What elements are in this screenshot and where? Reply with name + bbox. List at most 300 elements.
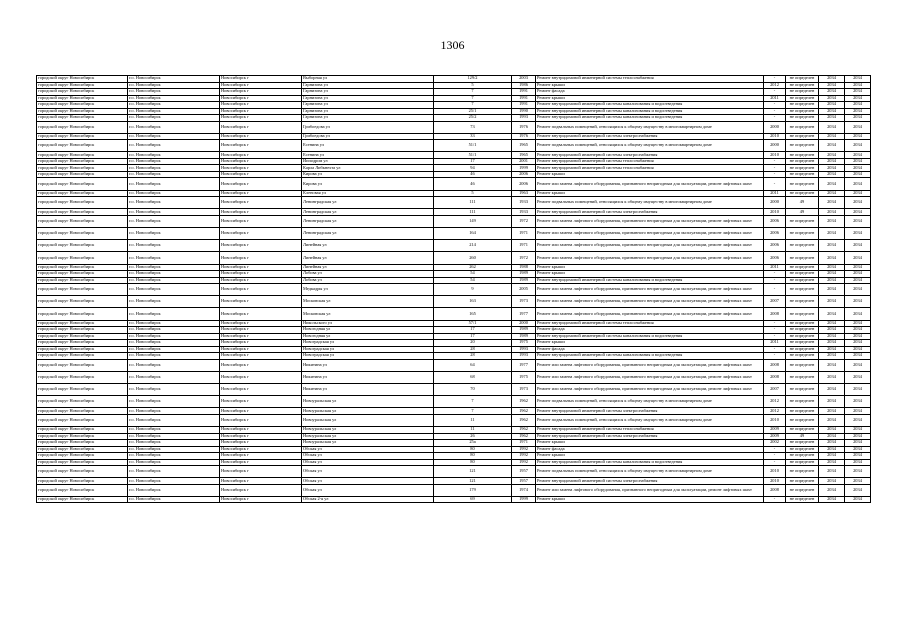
municipality-cell: г.о. Новосибирск <box>128 408 220 415</box>
last-repair-cell: 2008 <box>764 308 786 320</box>
house-cell: 9 <box>434 284 512 296</box>
plan-start-cell: 2034 <box>819 284 845 296</box>
plan-end-cell: 2034 <box>845 165 871 172</box>
district-cell: городской округ Новосибирск <box>37 371 128 383</box>
plan-start-cell: 2034 <box>819 227 845 239</box>
last-repair-cell: 2010 <box>764 209 786 216</box>
municipality-cell: г.о. Новосибирск <box>128 359 220 371</box>
plan-start-cell: 2034 <box>819 190 845 197</box>
last-repair-cell: 2010 <box>764 466 786 478</box>
locality-cell: Новосибирск г <box>220 396 302 408</box>
plan-end-cell: 2034 <box>845 190 871 197</box>
last-repair-cell: 2010 <box>764 414 786 426</box>
last-repair-cell: 2006 <box>764 227 786 239</box>
year-built-cell: 2003 <box>512 76 536 83</box>
plan-start-cell: 2034 <box>819 466 845 478</box>
work-type-cell: Ремонт внутридомовой инженерной системы электроснабжения <box>536 408 764 415</box>
district-cell: городской округ Новосибирск <box>37 240 128 252</box>
last-repair-cell: 2000 <box>764 197 786 209</box>
municipality-cell: г.о. Новосибирск <box>128 308 220 320</box>
house-cell: 7 <box>434 95 512 102</box>
year-built-cell: 1988 <box>512 264 536 271</box>
municipality-cell: г.о. Новосибирск <box>128 320 220 327</box>
year-built-cell: 2001 <box>512 158 536 165</box>
wear-cell: не определен <box>786 496 819 503</box>
house-cell: 46 <box>434 178 512 190</box>
plan-start-cell: 2034 <box>819 178 845 190</box>
plan-end-cell: 2034 <box>845 158 871 165</box>
district-cell: городской округ Новосибирск <box>37 446 128 453</box>
table-row <box>37 396 871 408</box>
year-built-cell: 2000 <box>512 320 536 327</box>
locality-cell: Новосибирск г <box>220 459 302 466</box>
plan-start-cell: 2034 <box>819 252 845 264</box>
district-cell: городской округ Новосибирск <box>37 158 128 165</box>
plan-end-cell: 2034 <box>845 484 871 496</box>
district-cell: городской округ Новосибирск <box>37 227 128 239</box>
plan-start-cell: 2034 <box>819 271 845 278</box>
municipality-cell: г.о. Новосибирск <box>128 102 220 109</box>
municipality-cell: г.о. Новосибирск <box>128 108 220 115</box>
street-cell: Московская ул <box>302 296 434 308</box>
locality-cell: Новосибирск г <box>220 284 302 296</box>
plan-end-cell: 2034 <box>845 82 871 89</box>
plan-start-cell: 2034 <box>819 209 845 216</box>
plan-start-cell: 2034 <box>819 320 845 327</box>
municipality-cell: г.о. Новосибирск <box>128 240 220 252</box>
locality-cell: Новосибирск г <box>220 140 302 152</box>
table-row <box>37 252 871 264</box>
district-cell: городской округ Новосибирск <box>37 320 128 327</box>
plan-end-cell: 2034 <box>845 115 871 122</box>
house-cell: 121 <box>434 478 512 485</box>
house-cell: 25а <box>434 440 512 447</box>
locality-cell: Новосибирск г <box>220 296 302 308</box>
district-cell: городской округ Новосибирск <box>37 433 128 440</box>
last-repair-cell: 2011 <box>764 190 786 197</box>
wear-cell: 49 <box>786 433 819 440</box>
district-cell: городской округ Новосибирск <box>37 277 128 284</box>
district-cell: городской округ Новосибирск <box>37 359 128 371</box>
wear-cell: не определен <box>786 95 819 102</box>
wear-cell: не определен <box>786 240 819 252</box>
wear-cell: не определен <box>786 327 819 334</box>
wear-cell: не определен <box>786 277 819 284</box>
work-type-cell: Ремонт крыши <box>536 190 764 197</box>
wear-cell: не определен <box>786 76 819 83</box>
municipality-cell: г.о. Новосибирск <box>128 484 220 496</box>
district-cell: городской округ Новосибирск <box>37 296 128 308</box>
district-cell: городской округ Новосибирск <box>37 414 128 426</box>
last-repair-cell: 2006 <box>764 240 786 252</box>
district-cell: городской округ Новосибирск <box>37 427 128 434</box>
plan-end-cell: 2034 <box>845 346 871 353</box>
work-type-cell: Ремонт фасада <box>536 346 764 353</box>
wear-cell: не определен <box>786 227 819 239</box>
municipality-cell: г.о. Новосибирск <box>128 433 220 440</box>
locality-cell: Новосибирск г <box>220 440 302 447</box>
plan-end-cell: 2034 <box>845 178 871 190</box>
street-cell: Есенина ул <box>302 140 434 152</box>
plan-end-cell: 2034 <box>845 408 871 415</box>
work-type-cell: Ремонт крыши <box>536 271 764 278</box>
wear-cell: 49 <box>786 209 819 216</box>
district-cell: городской округ Новосибирск <box>37 165 128 172</box>
plan-start-cell: 2034 <box>819 215 845 227</box>
page-number: 1306 <box>440 38 465 52</box>
plan-end-cell: 2034 <box>845 89 871 96</box>
locality-cell: Новосибирск г <box>220 158 302 165</box>
wear-cell: не определен <box>786 466 819 478</box>
wear-cell: не определен <box>786 121 819 133</box>
work-type-cell: Ремонт внутридомовой инженерной системы электроснабжения <box>536 133 764 140</box>
street-cell: Ипподром ул <box>302 158 434 165</box>
district-cell: городской округ Новосибирск <box>37 333 128 340</box>
plan-start-cell: 2034 <box>819 453 845 460</box>
last-repair-cell: - <box>764 353 786 360</box>
last-repair-cell: 2011 <box>764 95 786 102</box>
street-cell: Обская ул <box>302 484 434 496</box>
wear-cell: не определен <box>786 140 819 152</box>
street-cell: Ленинградская ул <box>302 215 434 227</box>
district-cell: городской округ Новосибирск <box>37 115 128 122</box>
table-row <box>37 414 871 426</box>
wear-cell: не определен <box>786 308 819 320</box>
year-built-cell: 1989 <box>512 333 536 340</box>
locality-cell: Новосибирск г <box>220 76 302 83</box>
district-cell: городской округ Новосибирск <box>37 408 128 415</box>
last-repair-cell: 2007 <box>764 296 786 308</box>
wear-cell: не определен <box>786 296 819 308</box>
street-cell: Линейная ул <box>302 252 434 264</box>
plan-end-cell: 2034 <box>845 284 871 296</box>
table-row <box>37 121 871 133</box>
wear-cell: не определен <box>786 252 819 264</box>
plan-end-cell: 2034 <box>845 446 871 453</box>
plan-end-cell: 2034 <box>845 152 871 159</box>
house-cell: 164 <box>434 227 512 239</box>
work-type-cell: Ремонт или замена лифтового оборудования, признанного непригодным для эксплуатации, ремонт лифтовых шахт <box>536 371 764 383</box>
locality-cell: Новосибирск г <box>220 209 302 216</box>
wear-cell: не определен <box>786 340 819 347</box>
plan-end-cell: 2034 <box>845 353 871 360</box>
street-cell: Ленинградская ул <box>302 209 434 216</box>
year-built-cell: 1993 <box>512 115 536 122</box>
locality-cell: Новосибирск г <box>220 340 302 347</box>
year-built-cell: 1992 <box>512 453 536 460</box>
district-cell: городской округ Новосибирск <box>37 252 128 264</box>
locality-cell: Новосибирск г <box>220 89 302 96</box>
plan-start-cell: 2034 <box>819 353 845 360</box>
municipality-cell: г.о. Новосибирск <box>128 227 220 239</box>
street-cell: Никитина ул <box>302 371 434 383</box>
district-cell: городской округ Новосибирск <box>37 209 128 216</box>
year-built-cell: 1974 <box>512 484 536 496</box>
wear-cell: не определен <box>786 320 819 327</box>
plan-start-cell: 2034 <box>819 89 845 96</box>
last-repair-cell: 2008 <box>764 371 786 383</box>
locality-cell: Новосибирск г <box>220 264 302 271</box>
district-cell: городской округ Новосибирск <box>37 346 128 353</box>
year-built-cell: 1971 <box>512 240 536 252</box>
year-built-cell: 1976 <box>512 133 536 140</box>
municipality-cell: г.о. Новосибирск <box>128 277 220 284</box>
street-cell: Гарнизона ул <box>302 115 434 122</box>
locality-cell: Новосибирск г <box>220 82 302 89</box>
locality-cell: Новосибирск г <box>220 197 302 209</box>
plan-start-cell: 2034 <box>819 433 845 440</box>
work-type-cell: Ремонт фасада <box>536 327 764 334</box>
plan-start-cell: 2034 <box>819 76 845 83</box>
house-cell: 165 <box>434 308 512 320</box>
work-type-cell: Ремонт внутридомовой инженерной системы канализования и водоотведения <box>536 459 764 466</box>
year-built-cell: 1993 <box>512 353 536 360</box>
district-cell: городской округ Новосибирск <box>37 484 128 496</box>
plan-start-cell: 2034 <box>819 427 845 434</box>
table-row <box>37 197 871 209</box>
plan-end-cell: 2034 <box>845 396 871 408</box>
district-cell: городской округ Новосибирск <box>37 396 128 408</box>
work-type-cell: Ремонт крыши <box>536 340 764 347</box>
municipality-cell: г.о. Новосибирск <box>128 158 220 165</box>
street-cell: Гарнизона ул <box>302 82 434 89</box>
house-cell: 5 <box>434 190 512 197</box>
house-cell: 25/2 <box>434 115 512 122</box>
last-repair-cell: - <box>764 89 786 96</box>
street-cell: Новоуральская ул <box>302 427 434 434</box>
municipality-cell: г.о. Новосибирск <box>128 264 220 271</box>
table-row <box>37 240 871 252</box>
locality-cell: Новосибирск г <box>220 308 302 320</box>
locality-cell: Новосибирск г <box>220 453 302 460</box>
last-repair-cell: 2012 <box>764 408 786 415</box>
plan-end-cell: 2034 <box>845 171 871 178</box>
last-repair-cell: - <box>764 346 786 353</box>
year-built-cell: 1971 <box>512 440 536 447</box>
plan-start-cell: 2034 <box>819 296 845 308</box>
locality-cell: Новосибирск г <box>220 408 302 415</box>
work-type-cell: Ремонт крыши <box>536 453 764 460</box>
municipality-cell: г.о. Новосибирск <box>128 383 220 395</box>
table-row <box>37 359 871 371</box>
plan-end-cell: 2034 <box>845 308 871 320</box>
house-cell: 20 <box>434 340 512 347</box>
work-type-cell: Ремонт внутридомовой инженерной системы теплоснабжения <box>536 427 764 434</box>
plan-start-cell: 2034 <box>819 102 845 109</box>
year-built-cell: 1977 <box>512 308 536 320</box>
last-repair-cell: 2002 <box>764 440 786 447</box>
locality-cell: Новосибирск г <box>220 466 302 478</box>
year-built-cell: 1999 <box>512 496 536 503</box>
year-built-cell: 2005 <box>512 284 536 296</box>
year-built-cell: 1977 <box>512 359 536 371</box>
work-type-cell: Ремонт внутридомовой инженерной системы канализования и водоотведения <box>536 333 764 340</box>
district-cell: городской округ Новосибирск <box>37 178 128 190</box>
year-built-cell: 1992 <box>512 459 536 466</box>
house-cell: 262 <box>434 264 512 271</box>
work-type-cell: Ремонт крыши <box>536 440 764 447</box>
district-cell: городской округ Новосибирск <box>37 215 128 227</box>
plan-start-cell: 2034 <box>819 408 845 415</box>
street-cell: Грибоедова ул <box>302 121 434 133</box>
district-cell: городской округ Новосибирск <box>37 271 128 278</box>
work-type-cell: Ремонт внутридомовой инженерной системы теплоснабжения <box>536 76 764 83</box>
plan-start-cell: 2034 <box>819 340 845 347</box>
district-cell: городской округ Новосибирск <box>37 466 128 478</box>
locality-cell: Новосибирск г <box>220 165 302 172</box>
plan-end-cell: 2034 <box>845 277 871 284</box>
registry-table <box>36 75 871 503</box>
house-cell: 11 <box>434 427 512 434</box>
work-type-cell: Ремонт или замена лифтового оборудования, признанного непригодным для эксплуатации, ремонт лифтовых шахт <box>536 178 764 190</box>
wear-cell: не определен <box>786 359 819 371</box>
street-cell: Грибоедова ул <box>302 133 434 140</box>
plan-start-cell: 2034 <box>819 459 845 466</box>
wear-cell: не определен <box>786 333 819 340</box>
street-cell: Обская ул <box>302 459 434 466</box>
locality-cell: Новосибирск г <box>220 252 302 264</box>
municipality-cell: г.о. Новосибирск <box>128 440 220 447</box>
house-cell: 80 <box>434 446 512 453</box>
work-type-cell: Ремонт подвальных помещений, относящихся к общему имуществу в многоквартирном доме <box>536 466 764 478</box>
locality-cell: Новосибирск г <box>220 190 302 197</box>
table-row <box>37 227 871 239</box>
house-cell: 7 <box>434 89 512 96</box>
wear-cell: не определен <box>786 165 819 172</box>
year-built-cell: 1990 <box>512 108 536 115</box>
year-built-cell: 1999 <box>512 165 536 172</box>
wear-cell: не определен <box>786 408 819 415</box>
wear-cell: не определен <box>786 264 819 271</box>
municipality-cell: г.о. Новосибирск <box>128 340 220 347</box>
plan-end-cell: 2034 <box>845 466 871 478</box>
street-cell: Карла Либкнехта ул <box>302 165 434 172</box>
municipality-cell: г.о. Новосибирск <box>128 140 220 152</box>
plan-end-cell: 2034 <box>845 371 871 383</box>
plan-start-cell: 2034 <box>819 277 845 284</box>
locality-cell: Новосибирск г <box>220 346 302 353</box>
municipality-cell: г.о. Новосибирск <box>128 459 220 466</box>
last-repair-cell: 2012 <box>764 82 786 89</box>
wear-cell: не определен <box>786 171 819 178</box>
last-repair-cell: 2006 <box>764 215 786 227</box>
house-cell: 54 <box>434 277 512 284</box>
street-cell: Новоградская ул <box>302 353 434 360</box>
street-cell: Медкадры ул <box>302 284 434 296</box>
house-cell: 68 <box>434 371 512 383</box>
municipality-cell: г.о. Новосибирск <box>128 215 220 227</box>
wear-cell: не определен <box>786 82 819 89</box>
table-row <box>37 140 871 152</box>
plan-end-cell: 2034 <box>845 359 871 371</box>
last-repair-cell: 2007 <box>764 383 786 395</box>
municipality-cell: г.о. Новосибирск <box>128 296 220 308</box>
plan-end-cell: 2034 <box>845 333 871 340</box>
house-cell: 46 <box>434 171 512 178</box>
house-cell: 17 <box>434 158 512 165</box>
plan-end-cell: 2034 <box>845 240 871 252</box>
district-cell: городской округ Новосибирск <box>37 459 128 466</box>
plan-start-cell: 2034 <box>819 327 845 334</box>
street-cell: Новоуральская ул <box>302 440 434 447</box>
municipality-cell: г.о. Новосибирск <box>128 414 220 426</box>
year-built-cell: 1957 <box>512 466 536 478</box>
year-built-cell: 1991 <box>512 95 536 102</box>
wear-cell: не определен <box>786 396 819 408</box>
plan-end-cell: 2034 <box>845 102 871 109</box>
municipality-cell: г.о. Новосибирск <box>128 152 220 159</box>
house-cell: 7 <box>434 396 512 408</box>
house-cell: 64 <box>434 359 512 371</box>
house-cell: 149 <box>434 215 512 227</box>
locality-cell: Новосибирск г <box>220 133 302 140</box>
wear-cell: не определен <box>786 102 819 109</box>
wear-cell: не определен <box>786 414 819 426</box>
year-built-cell: 1992 <box>512 446 536 453</box>
street-cell: Лобова ул <box>302 277 434 284</box>
last-repair-cell: 2009 <box>764 427 786 434</box>
table-row <box>37 284 871 296</box>
wear-cell: не определен <box>786 346 819 353</box>
plan-end-cell: 2034 <box>845 414 871 426</box>
district-cell: городской округ Новосибирск <box>37 171 128 178</box>
year-built-cell: 1989 <box>512 277 536 284</box>
locality-cell: Новосибирск г <box>220 333 302 340</box>
house-cell: 69 <box>434 496 512 503</box>
wear-cell: не определен <box>786 427 819 434</box>
plan-end-cell: 2034 <box>845 459 871 466</box>
wear-cell: не определен <box>786 271 819 278</box>
wear-cell: не определен <box>786 108 819 115</box>
street-cell: Ленинградская ул <box>302 227 434 239</box>
locality-cell: Новосибирск г <box>220 121 302 133</box>
plan-end-cell: 2034 <box>845 271 871 278</box>
table-row <box>37 296 871 308</box>
house-cell: 7 <box>434 408 512 415</box>
last-repair-cell: 2011 <box>764 340 786 347</box>
plan-end-cell: 2034 <box>845 453 871 460</box>
municipality-cell: г.о. Новосибирск <box>128 478 220 485</box>
work-type-cell: Ремонт или замена лифтового оборудования, признанного непригодным для эксплуатации, ремонт лифтовых шахт <box>536 383 764 395</box>
work-type-cell: Ремонт внутридомовой инженерной системы теплоснабжения <box>536 158 764 165</box>
registry-rows <box>37 76 871 503</box>
last-repair-cell: - <box>764 459 786 466</box>
wear-cell: не определен <box>786 284 819 296</box>
plan-start-cell: 2034 <box>819 158 845 165</box>
year-built-cell: 1957 <box>512 478 536 485</box>
plan-end-cell: 2034 <box>845 340 871 347</box>
plan-end-cell: 2034 <box>845 140 871 152</box>
plan-start-cell: 2034 <box>819 414 845 426</box>
year-built-cell: 1986 <box>512 82 536 89</box>
municipality-cell: г.о. Новосибирск <box>128 252 220 264</box>
work-type-cell: Ремонт фасада <box>536 89 764 96</box>
street-cell: Гарнизона ул <box>302 102 434 109</box>
plan-end-cell: 2034 <box>845 227 871 239</box>
street-cell: Лобова ул <box>302 271 434 278</box>
municipality-cell: г.о. Новосибирск <box>128 115 220 122</box>
table-row <box>37 308 871 320</box>
municipality-cell: г.о. Новосибирск <box>128 496 220 503</box>
house-cell: 54 <box>434 271 512 278</box>
wear-cell: не определен <box>786 158 819 165</box>
wear-cell: не определен <box>786 453 819 460</box>
district-cell: городской округ Новосибирск <box>37 440 128 447</box>
locality-cell: Новосибирск г <box>220 320 302 327</box>
locality-cell: Новосибирск г <box>220 478 302 485</box>
work-type-cell: Ремонт внутридомовой инженерной системы электроснабжения <box>536 433 764 440</box>
street-cell: Новогодняя ул <box>302 333 434 340</box>
